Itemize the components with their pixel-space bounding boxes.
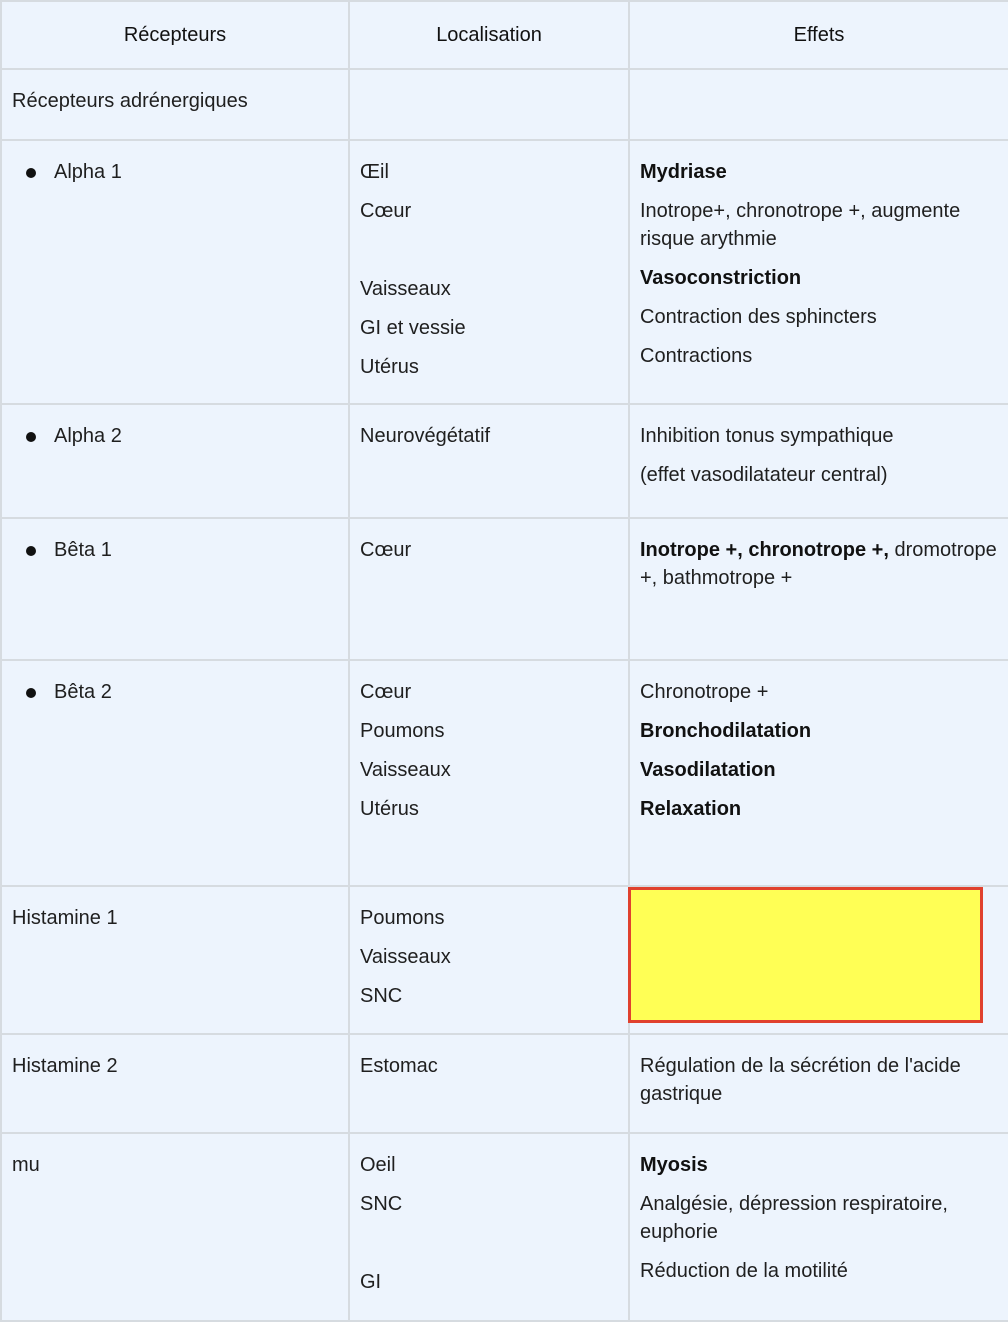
effect-item: Chronotrope +	[640, 681, 769, 703]
table-row	[1, 518, 1008, 660]
receptor-name: Bêta 1	[54, 539, 112, 561]
effect-item: Régulation de la sécrétion de l'acide gastrique	[640, 1055, 961, 1105]
location-item: GI	[360, 1271, 382, 1293]
receptor-cell	[1, 140, 349, 404]
bullet-icon	[26, 432, 36, 442]
location-item: Poumons	[360, 720, 445, 742]
effects-cell	[629, 404, 1008, 518]
table-row	[1, 660, 1008, 886]
receptor-cell	[1, 1133, 349, 1321]
table-row	[1, 1034, 1008, 1133]
location-item: GI et vessie	[360, 317, 466, 339]
effect-item: Contractions	[640, 345, 753, 367]
location-item: Neurovégétatif	[360, 425, 491, 447]
location-cell	[349, 660, 629, 886]
effects-cell	[629, 1034, 1008, 1133]
location-item: Utérus	[360, 356, 419, 378]
effect-bold-part: Inotrope +, chronotrope +,	[640, 539, 889, 561]
effects-cell	[629, 1133, 1008, 1321]
table-row	[1, 404, 1008, 518]
effect-item: Réduction de la motilité	[640, 1260, 848, 1282]
location-spacer	[360, 236, 618, 264]
receptor-name: Récepteurs adrénergiques	[12, 90, 248, 112]
highlight-box[interactable]	[628, 887, 983, 1023]
location-spacer	[360, 1229, 618, 1257]
location-item: Vaisseaux	[360, 278, 451, 300]
receptor-name: Alpha 1	[54, 161, 122, 183]
receptor-name: Bêta 2	[54, 681, 112, 703]
receptor-cell	[1, 1034, 349, 1133]
location-cell	[349, 1133, 629, 1321]
location-item: Utérus	[360, 798, 419, 820]
effect-item: Inotrope+, chronotrope +, augmente risque arythmie	[640, 200, 961, 250]
effect-item: Inhibition tonus sympathique	[640, 425, 894, 447]
location-item: Estomac	[360, 1055, 438, 1077]
table-row	[1, 69, 1008, 140]
location-item: Vaisseaux	[360, 759, 451, 781]
effects-cell	[629, 660, 1008, 886]
effect-item	[640, 536, 998, 592]
location-item: SNC	[360, 1193, 403, 1215]
bullet-icon	[26, 168, 36, 178]
location-item: Cœur	[360, 200, 412, 222]
location-cell	[349, 404, 629, 518]
table-row	[1, 140, 1008, 404]
location-cell	[349, 140, 629, 404]
effect-item: Bronchodilatation	[640, 720, 812, 742]
header-location: Localisation	[349, 1, 629, 69]
effect-rest-part: dromotrope +, bathmotrope +	[640, 539, 997, 589]
effects-cell	[629, 69, 1008, 140]
effect-item: Vasoconstriction	[640, 267, 802, 289]
receptor-name: Histamine 2	[12, 1055, 118, 1077]
receptor-cell	[1, 404, 349, 518]
receptor-name: Alpha 2	[54, 425, 122, 447]
table-row	[1, 1133, 1008, 1321]
location-item: Cœur	[360, 681, 412, 703]
location-cell	[349, 1034, 629, 1133]
effect-item: Myosis	[640, 1154, 708, 1176]
receptor-cell	[1, 69, 349, 140]
effect-item: Contraction des sphincters	[640, 306, 877, 328]
effects-cell	[629, 140, 1008, 404]
bullet-icon	[26, 688, 36, 698]
location-item: Œil	[360, 161, 389, 183]
header-row	[1, 1, 1008, 69]
receptor-name: Histamine 1	[12, 907, 118, 929]
effects-cell	[629, 886, 1008, 1034]
receptor-name: mu	[12, 1154, 40, 1176]
effect-item: Vasodilatation	[640, 759, 776, 781]
header-effects: Effets	[629, 1, 1008, 69]
table-row	[1, 886, 1008, 1034]
location-cell	[349, 886, 629, 1034]
receptor-cell	[1, 660, 349, 886]
location-item: Vaisseaux	[360, 946, 451, 968]
location-cell	[349, 69, 629, 140]
bullet-icon	[26, 546, 36, 556]
header-receptors: Récepteurs	[1, 1, 349, 69]
effect-item: Mydriase	[640, 161, 727, 183]
receptor-cell	[1, 886, 349, 1034]
location-cell	[349, 518, 629, 660]
effect-item: Analgésie, dépression respiratoire, euphorie	[640, 1193, 948, 1243]
effect-item: Relaxation	[640, 798, 742, 820]
location-item: Oeil	[360, 1154, 396, 1176]
location-item: SNC	[360, 985, 403, 1007]
receptor-cell	[1, 518, 349, 660]
effect-item: (effet vasodilatateur central)	[640, 464, 888, 486]
location-item: Poumons	[360, 907, 445, 929]
location-item: Cœur	[360, 539, 412, 561]
effects-cell	[629, 518, 1008, 660]
